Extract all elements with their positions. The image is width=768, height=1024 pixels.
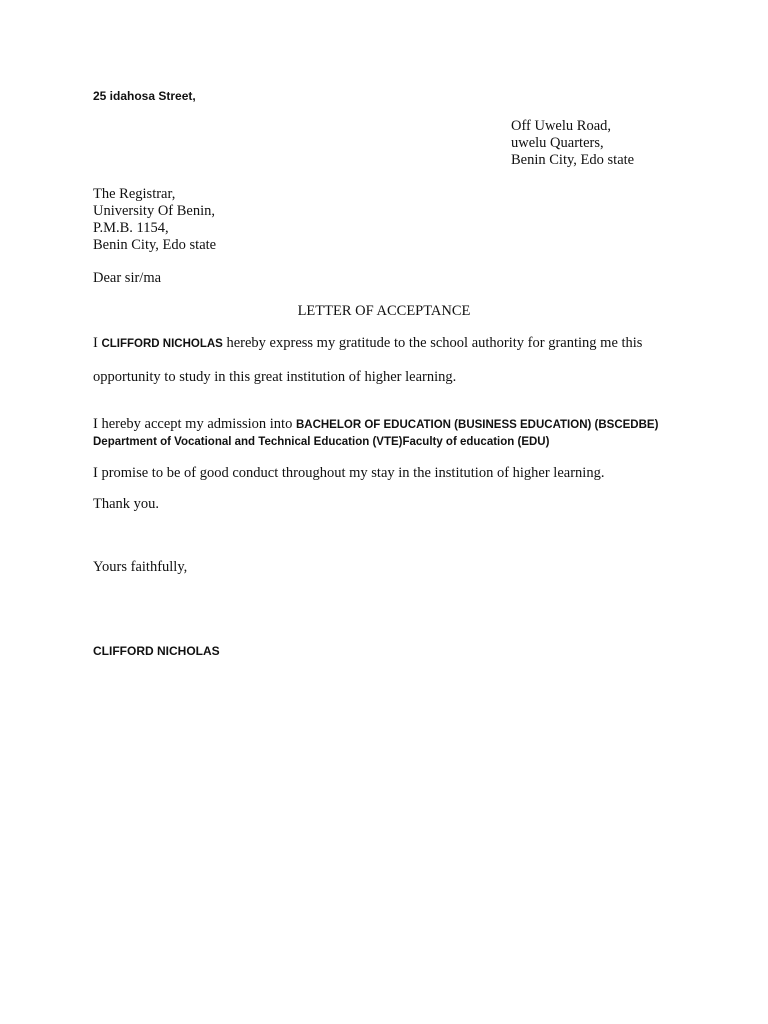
closing-line: Yours faithfully, — [93, 559, 188, 575]
recipient-address — [93, 186, 216, 254]
salutation: Dear sir/ma — [93, 270, 162, 286]
sender-street: 25 idahosa Street, — [93, 89, 196, 103]
paragraph-gratitude-line-2: opportunity to study in this great institution of higher learning. — [93, 369, 457, 385]
para2-prefix: I hereby accept my admission into — [93, 416, 296, 432]
recipient-line: The Registrar, — [93, 186, 176, 202]
para1-rest: hereby express my gratitude to the school authority for granting me this — [222, 335, 643, 351]
paragraph-gratitude-line-1 — [93, 335, 642, 353]
letter-subject: LETTER OF ACCEPTANCE — [297, 303, 471, 319]
sender-address-line: uwelu Quarters, — [511, 135, 604, 151]
paragraph-conduct: I promise to be of good conduct throughout my stay in the institution of higher learning. — [93, 465, 605, 481]
paragraph-acceptance-line-1 — [93, 416, 658, 434]
applicant-name: CLIFFORD NICHOLAS — [101, 338, 223, 350]
para1-prefix: I — [93, 335, 102, 351]
sender-address-line: Off Uwelu Road, — [511, 118, 612, 134]
signature-name: CLIFFORD NICHOLAS — [93, 644, 220, 658]
paragraph-acceptance-line-2: Department of Vocational and Technical Education (VTE)Faculty of education (EDU) — [93, 436, 550, 448]
recipient-line: University Of Benin, — [93, 203, 216, 219]
sender-address-line: Benin City, Edo state — [511, 152, 635, 168]
sender-address — [511, 118, 634, 169]
thanks-line: Thank you. — [93, 496, 160, 512]
recipient-line: Benin City, Edo state — [93, 237, 217, 253]
program-name: BACHELOR OF EDUCATION (BUSINESS EDUCATION) (BSCEDBE) — [295, 419, 659, 431]
recipient-line: P.M.B. 1154, — [93, 220, 169, 236]
